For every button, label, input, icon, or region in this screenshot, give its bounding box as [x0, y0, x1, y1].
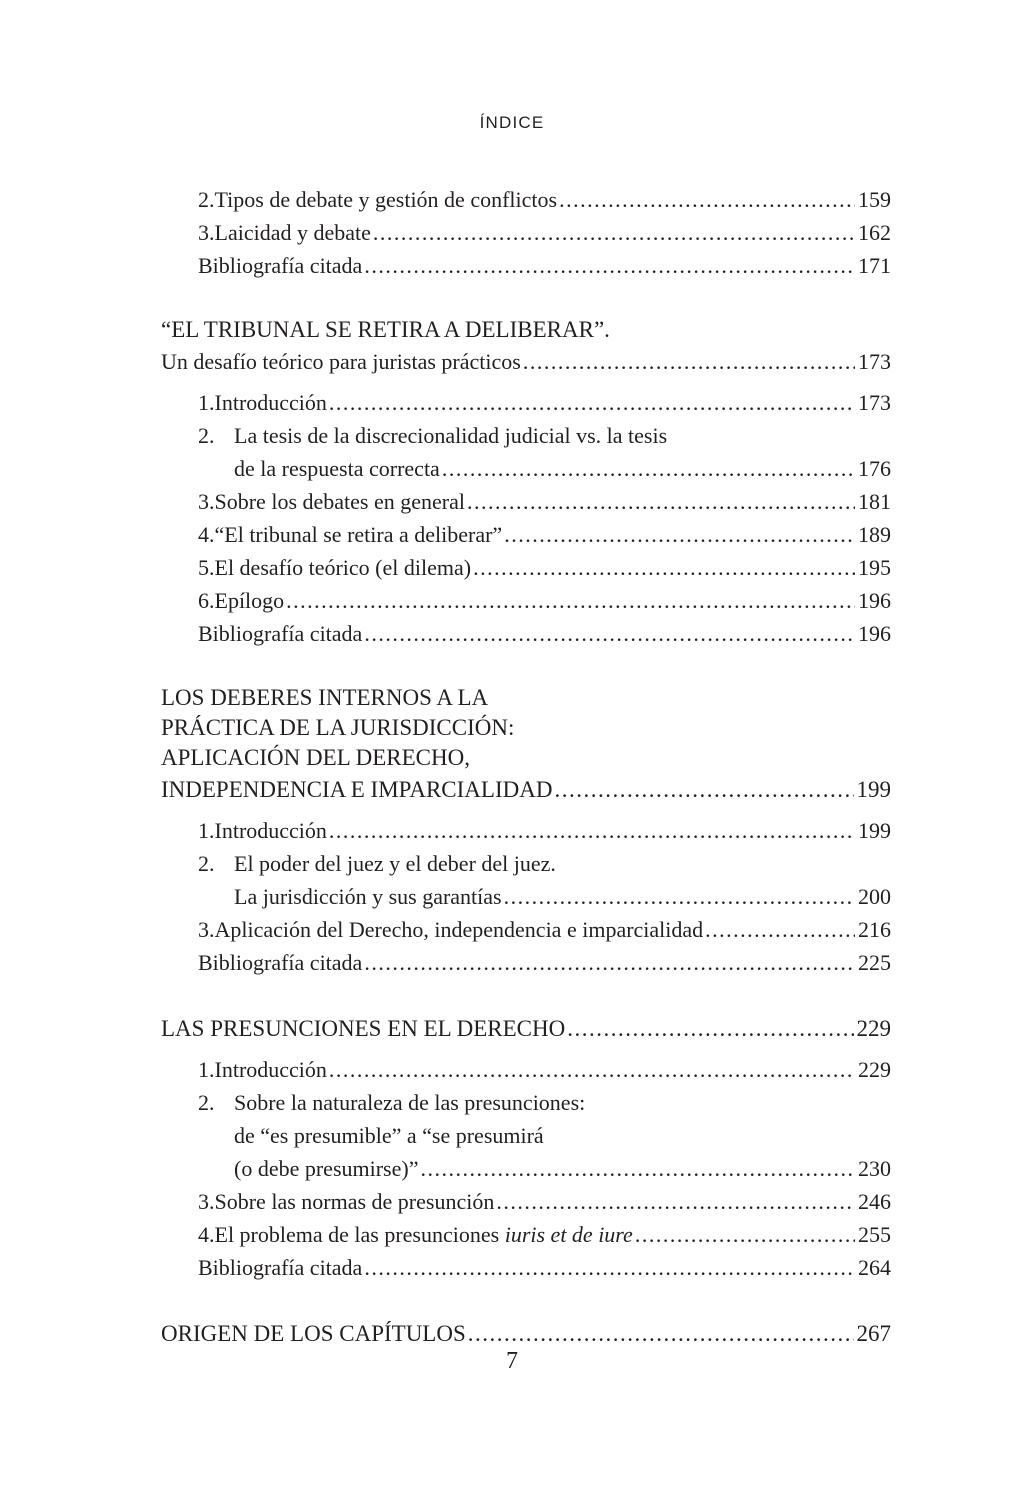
entry-title-text: El problema de las presunciones — [214, 1222, 505, 1247]
dot-leader — [364, 946, 855, 979]
chapter-subtitle: Un desafío teórico para juristas prácticos — [161, 349, 521, 374]
entry-page: 200 — [858, 884, 891, 909]
entry-title: “El tribunal se retira a deliberar” — [214, 522, 503, 547]
entry-page: 229 — [858, 1057, 891, 1082]
entry-title: de la respuesta correcta — [234, 456, 440, 481]
entry-title: Bibliografía citada — [198, 1255, 363, 1280]
dot-leader — [364, 249, 855, 282]
chapter-heading: ORIGEN DE LOS CAPÍTULOS — [161, 1321, 466, 1346]
entry-page: 195 — [858, 555, 891, 580]
section-gap — [161, 650, 891, 683]
entry-number: 2. — [198, 423, 215, 448]
toc-entry[interactable] — [161, 386, 891, 419]
entry-title: Aplicación del Derecho, independencia e imparcialidad — [214, 917, 704, 942]
entry-page: 189 — [858, 522, 891, 547]
dot-leader — [504, 518, 855, 551]
toc-entry[interactable] — [161, 913, 891, 946]
toc-entry-continuation[interactable] — [161, 1119, 891, 1152]
dot-leader — [286, 584, 855, 617]
toc-entry[interactable] — [161, 1185, 891, 1218]
chapter-page: 267 — [856, 1321, 891, 1346]
chapter-page: 229 — [856, 1016, 891, 1041]
toc-entry-continuation[interactable] — [161, 1152, 891, 1185]
entry-page: 264 — [858, 1255, 891, 1280]
entry-number: 3. — [198, 1189, 215, 1214]
toc-entry[interactable] — [161, 518, 891, 551]
dot-leader — [567, 1012, 853, 1045]
entry-page: 181 — [858, 489, 891, 514]
toc-entry[interactable] — [161, 584, 891, 617]
entry-title: La jurisdicción y sus garantías — [234, 884, 502, 909]
entry-page: 230 — [858, 1156, 891, 1181]
entry-page: 196 — [858, 588, 891, 613]
entry-title: Tipos de debate y gestión de conflictos — [214, 187, 558, 212]
toc-entry-bibliography[interactable] — [161, 249, 891, 282]
entry-page: 176 — [858, 456, 891, 481]
entry-page: 255 — [858, 1222, 891, 1247]
dot-leader — [329, 1053, 855, 1086]
entry-number: 4. — [198, 1222, 215, 1247]
toc-entry-bibliography[interactable] — [161, 1251, 891, 1284]
entry-title: Introducción — [214, 390, 327, 415]
entry-title: Bibliografía citada — [198, 253, 363, 278]
chapter-heading: INDEPENDENCIA E IMPARCIALIDAD — [161, 777, 553, 802]
entry-title: El poder del juez y el deber del juez. — [234, 851, 556, 876]
toc-entry-continuation[interactable] — [161, 452, 891, 485]
page-number: 7 — [506, 1348, 518, 1374]
chapter-page: 199 — [856, 777, 891, 802]
entry-page: 196 — [858, 621, 891, 646]
dot-leader — [442, 452, 855, 485]
entry-number: 4. — [198, 522, 215, 547]
entry-title — [215, 1218, 633, 1251]
dot-leader — [420, 1152, 855, 1185]
section-gap — [161, 979, 891, 1012]
chapter-page: 173 — [858, 349, 891, 374]
dot-leader — [364, 1251, 855, 1284]
chapter-heading-row[interactable] — [161, 1317, 891, 1350]
toc-entry[interactable] — [161, 216, 891, 249]
chapter-heading-row[interactable] — [161, 773, 891, 806]
entry-number: 2. — [198, 187, 215, 212]
entry-page: 173 — [858, 390, 891, 415]
toc-entry-continuation[interactable] — [161, 880, 891, 913]
entry-title: Introducción — [214, 818, 327, 843]
dot-leader — [373, 216, 855, 249]
chapter-heading[interactable]: LOS DEBERES INTERNOS A LA — [161, 685, 489, 710]
entry-title-latin: iuris et de iure — [504, 1222, 633, 1247]
entry-page: 162 — [858, 220, 891, 245]
toc-entry[interactable] — [161, 1218, 891, 1251]
entry-number: 1. — [198, 1057, 215, 1082]
dot-leader — [559, 183, 855, 216]
entry-number: 3. — [198, 917, 215, 942]
toc-entry-bibliography[interactable] — [161, 617, 891, 650]
table-of-contents — [161, 183, 891, 1350]
section-gap — [161, 1284, 891, 1317]
entry-page: 159 — [858, 187, 891, 212]
dot-leader — [504, 880, 855, 913]
chapter-heading[interactable]: “EL TRIBUNAL SE RETIRA A DELIBERAR”. — [161, 317, 610, 342]
entry-number: 6. — [198, 588, 215, 613]
entry-title: Epílogo — [214, 588, 285, 613]
entry-number: 1. — [198, 390, 215, 415]
toc-entry[interactable] — [161, 485, 891, 518]
dot-leader — [467, 485, 855, 518]
section-gap — [161, 806, 891, 814]
dot-leader — [496, 1185, 855, 1218]
toc-entry[interactable] — [161, 551, 891, 584]
dot-leader — [468, 1317, 854, 1350]
section-gap — [161, 378, 891, 386]
chapter-heading[interactable]: PRÁCTICA DE LA JURISDICCIÓN: — [161, 715, 515, 740]
entry-title: de “es presumible” a “se presumirá — [234, 1123, 544, 1148]
chapter-heading: LAS PRESUNCIONES EN EL DERECHO — [161, 1016, 566, 1041]
entry-title: El desafío teórico (el dilema) — [214, 555, 472, 580]
section-gap — [161, 1045, 891, 1053]
dot-leader — [364, 617, 855, 650]
toc-entry[interactable] — [161, 847, 891, 880]
dot-leader — [554, 773, 853, 806]
dot-leader — [473, 551, 855, 584]
section-gap — [161, 282, 891, 315]
running-header: ÍNDICE — [479, 113, 545, 132]
dot-leader — [705, 913, 855, 946]
entry-page: 171 — [858, 253, 891, 278]
dot-leader — [523, 345, 855, 378]
entry-page: 246 — [858, 1189, 891, 1214]
entry-page: 216 — [858, 917, 891, 942]
entry-title: Sobre los debates en general — [214, 489, 465, 514]
dot-leader — [329, 386, 855, 419]
dot-leader — [329, 814, 855, 847]
entry-title: Bibliografía citada — [198, 621, 363, 646]
toc-entry[interactable] — [161, 1086, 891, 1119]
dot-leader — [635, 1218, 855, 1251]
entry-title: Sobre las normas de presunción — [214, 1189, 495, 1214]
toc-entry[interactable] — [161, 1053, 891, 1086]
toc-entry-bibliography[interactable] — [161, 946, 891, 979]
entry-title: Laicidad y debate — [214, 220, 371, 245]
toc-entry[interactable] — [161, 419, 891, 452]
entry-title: (o debe presumirse)” — [234, 1156, 419, 1181]
entry-number: 2. — [198, 1090, 215, 1115]
entry-title: Bibliografía citada — [198, 950, 363, 975]
toc-entry[interactable] — [161, 814, 891, 847]
entry-page: 199 — [858, 818, 891, 843]
entry-page: 225 — [858, 950, 891, 975]
entry-number: 3. — [198, 220, 215, 245]
entry-title: Introducción — [214, 1057, 327, 1082]
chapter-heading-row[interactable] — [161, 345, 891, 378]
chapter-heading-row[interactable] — [161, 1012, 891, 1045]
entry-number: 5. — [198, 555, 215, 580]
entry-number: 2. — [198, 851, 215, 876]
entry-number: 1. — [198, 818, 215, 843]
entry-number: 3. — [198, 489, 215, 514]
entry-title: Sobre la naturaleza de las presunciones: — [234, 1090, 586, 1115]
entry-title: La tesis de la discrecionalidad judicial vs. la tesis — [234, 423, 668, 448]
toc-entry[interactable] — [161, 183, 891, 216]
chapter-heading[interactable]: APLICACIÓN DEL DERECHO, — [161, 745, 470, 770]
